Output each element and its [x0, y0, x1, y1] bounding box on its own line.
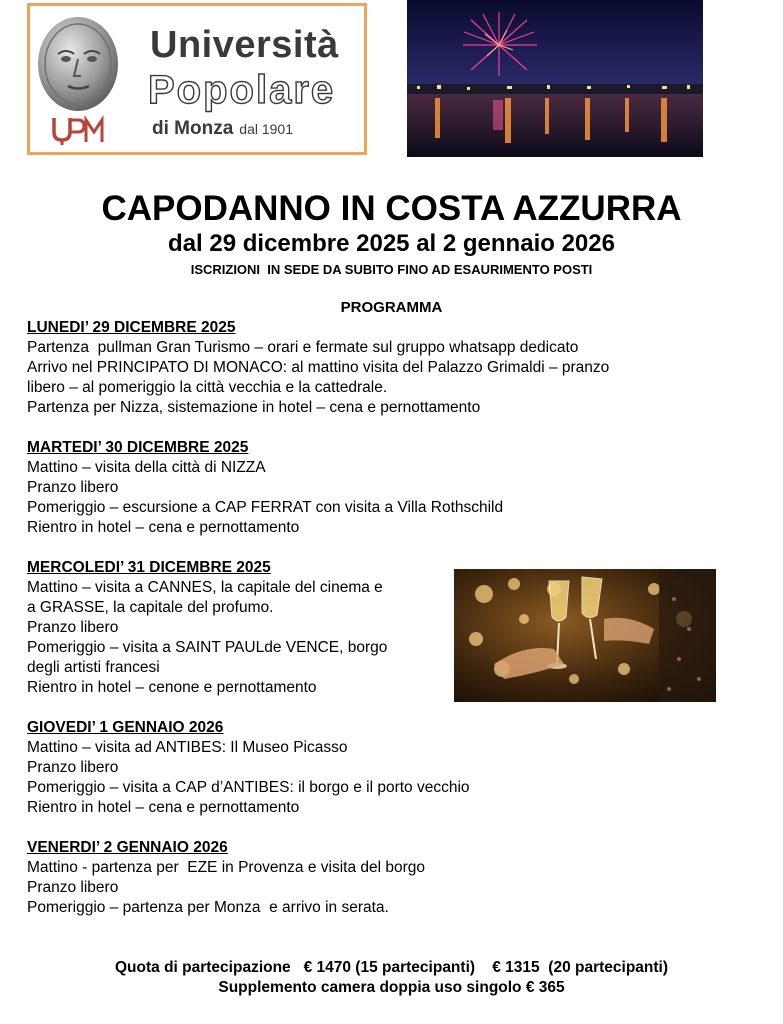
day-block-5: [27, 838, 425, 918]
day-heading: GIOVEDI’ 1 GENNAIO 2026: [27, 719, 224, 736]
day-line: Rientro in hotel – cena e pernottamento: [27, 519, 300, 536]
day-line: a GRASSE, la capitale del profumo.: [27, 599, 274, 616]
day-line: Rientro in hotel – cena e pernottamento: [27, 799, 300, 816]
day-block-4: [27, 718, 470, 818]
logo-city: di Monza: [152, 118, 234, 139]
day-line: Rientro in hotel – cenone e pernottamento: [27, 679, 317, 696]
day-line: Mattino – visita ad ANTIBES: Il Museo Picasso: [27, 739, 348, 756]
day-line: Pranzo libero: [27, 879, 119, 896]
fireworks-harbor-photo: [407, 0, 703, 157]
price-line: Quota di partecipazione € 1470 (15 partecipanti) € 1315 (20 partecipanti): [114, 959, 669, 976]
logo-di-monza: [152, 118, 293, 140]
day-line: Pomeriggio – visita a CAP d’ANTIBES: il borgo e il porto vecchio: [27, 779, 470, 796]
page-title: CAPODANNO IN COSTA AZZURRA: [101, 189, 682, 228]
day-block-2: [27, 438, 503, 538]
upm-logo: [27, 3, 367, 155]
program-heading: PROGRAMMA: [340, 299, 443, 316]
day-block-1: [27, 318, 609, 418]
day-line: Pomeriggio – visita a SAINT PAULde VENCE, borgo: [27, 639, 388, 656]
day-heading: LUNEDI’ 29 DICEMBRE 2025: [27, 319, 236, 336]
day-line: Pranzo libero: [27, 759, 119, 776]
champagne-toast-photo: [454, 569, 716, 702]
day-heading: VENERDI’ 2 GENNAIO 2026: [27, 839, 228, 856]
supplement-line: Supplemento camera doppia uso singolo € 365: [218, 979, 565, 996]
day-heading: MARTEDI’ 30 DICEMBRE 2025: [27, 439, 249, 456]
day-line: Mattino - partenza per EZE in Provenza e visita del borgo: [27, 859, 426, 876]
upm-monogram-icon: [50, 114, 106, 146]
logo-since: dal 1901: [239, 121, 293, 137]
day-block-3: [27, 558, 387, 698]
day-line: Pomeriggio – escursione a CAP FERRAT con visita a Villa Rothschild: [27, 499, 504, 516]
logo-popolare: Popolare: [148, 68, 336, 112]
day-line: Pranzo libero: [27, 619, 119, 636]
day-line: Mattino – visita a CANNES, la capitale del cinema e: [27, 579, 383, 596]
logo-universita: Università: [150, 24, 339, 66]
subscriptions-note: ISCRIZIONI IN SEDE DA SUBITO FINO AD ESAURIMENTO POSTI: [190, 262, 593, 277]
day-line: Pranzo libero: [27, 479, 119, 496]
day-line: libero – al pomeriggio la città vecchia e la cattedrale.: [27, 379, 388, 396]
sun-face-medallion-icon: [36, 14, 120, 114]
trip-dates: dal 29 dicembre 2025 al 2 gennaio 2026: [168, 230, 615, 257]
upm-monogram: [50, 114, 106, 151]
day-line: Partenza pullman Gran Turismo – orari e fermate sul gruppo whatsapp dedicato: [27, 339, 579, 356]
day-heading: MERCOLEDI’ 31 DICEMBRE 2025: [27, 559, 271, 576]
day-line: Pomeriggio – partenza per Monza e arrivo in serata.: [27, 899, 389, 916]
day-line: Mattino – visita della città di NIZZA: [27, 459, 266, 476]
day-line: degli artisti francesi: [27, 659, 160, 676]
day-line: Arrivo nel PRINCIPATO DI MONACO: al mattino visita del Palazzo Grimaldi – pranzo: [27, 359, 610, 376]
day-line: Partenza per Nizza, sistemazione in hotel – cena e pernottamento: [27, 399, 481, 416]
